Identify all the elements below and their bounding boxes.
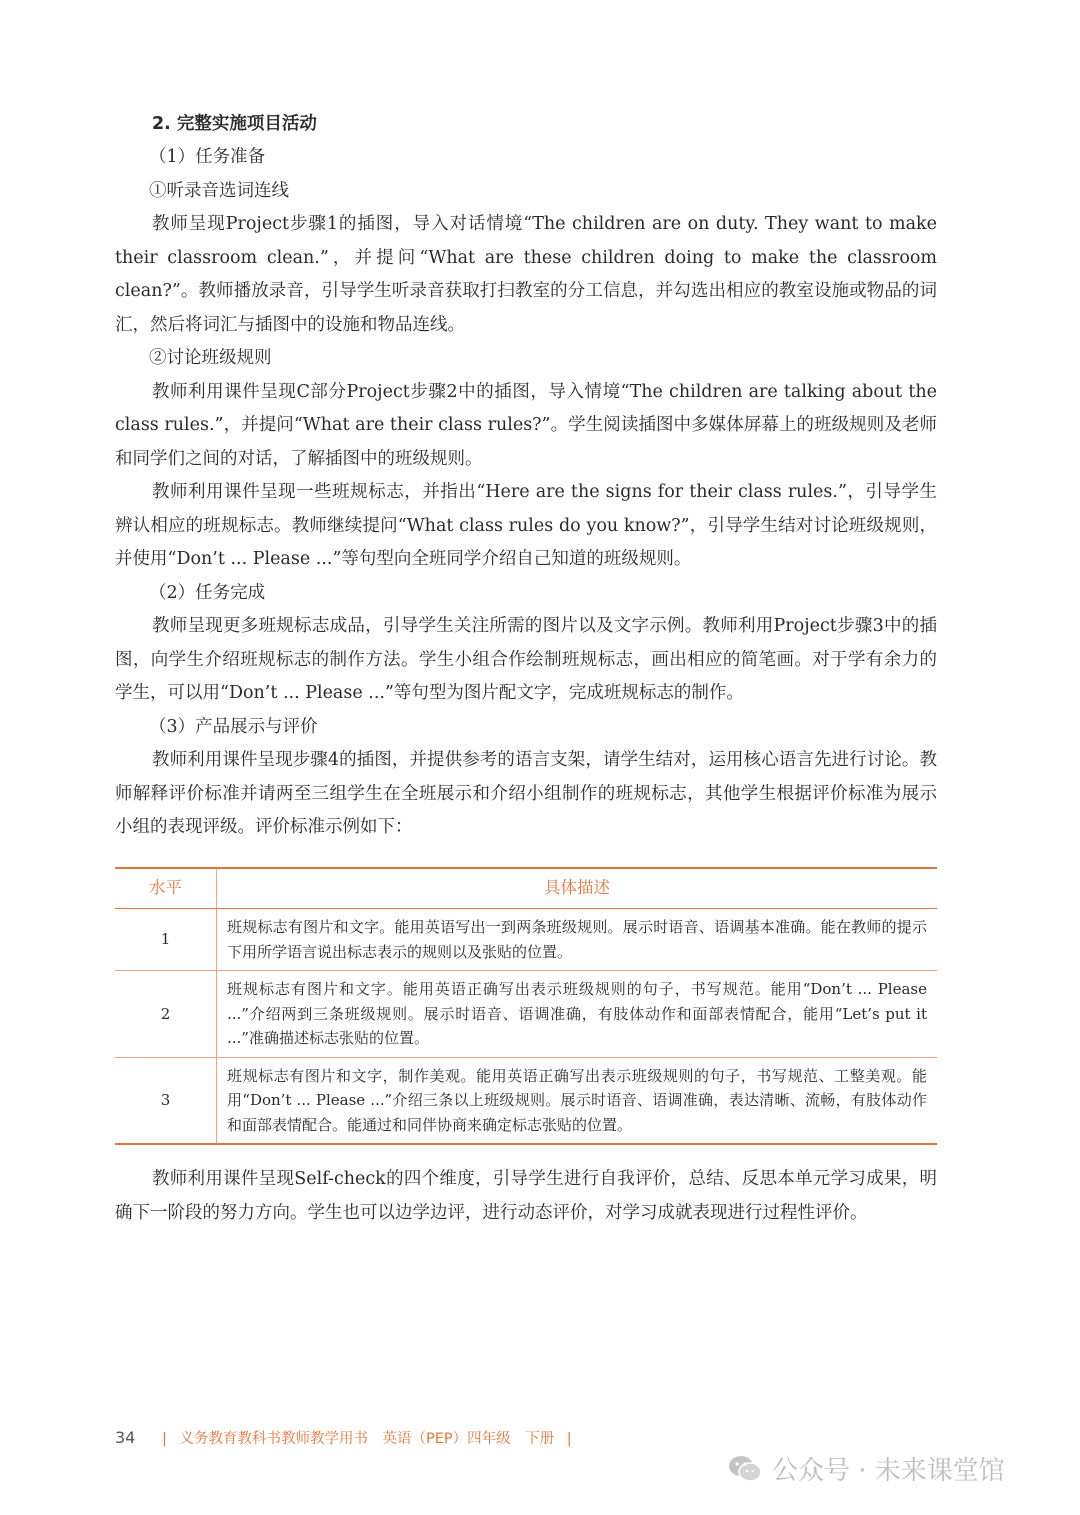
paragraph: 教师利用课件呈现Self-check的四个维度，引导学生进行自我评价，总结、反思本单元学习成果，明确下一阶段的努力方向。学生也可以边学边评，进行动态评价，对学习成就表现进行过程性评价。 bbox=[115, 1169, 937, 1223]
watermark-text: 公众号 · 未来课堂馆 bbox=[772, 1456, 1005, 1486]
evaluation-table bbox=[115, 867, 937, 1145]
footer-divider: | bbox=[161, 1431, 167, 1447]
table-row bbox=[115, 971, 937, 1058]
description-cell: 班规标志有图片和文字。能用英语正确写出表示班级规则的句子，书写规范。能用“Don’t ... Please ...”介绍两到三条班级规则。展示时语音、语调准确，有肢体动作和面部表情配合，能用“Let’s put it ...”准确描述标志张贴的位置。 bbox=[217, 971, 938, 1058]
header-description: 具体描述 bbox=[217, 868, 938, 909]
level-cell: 2 bbox=[115, 971, 217, 1058]
level-cell: 1 bbox=[115, 909, 217, 971]
closing-text bbox=[115, 1163, 937, 1230]
header-level: 水平 bbox=[115, 868, 217, 909]
step-title-1: ①听录音选词连线 bbox=[149, 180, 289, 201]
step-title-2: ②讨论班级规则 bbox=[149, 348, 272, 368]
page-footer bbox=[115, 1427, 580, 1448]
table-header-row bbox=[115, 868, 937, 909]
paragraph: 教师利用课件呈现一些班规标志，并指出“Here are the signs for their class rules.”，引导学生辨认相应的班规标志。教师继续提问“What class rules do you know?”，引导学生结对讨论班级规则，并使用“Don’t ... Please ...”等句型向全班同学介绍自己知道的班级规则。 bbox=[115, 482, 937, 569]
subsection-title-1: （1）任务准备 bbox=[149, 147, 266, 167]
book-title: 义务教育教科书教师教学用书 英语（PEP）四年级 下册 bbox=[179, 1431, 555, 1447]
paragraph: 教师呈现更多班规标志成品，引导学生关注所需的图片以及文字示例。教师利用Project步骤3中的插图，向学生介绍班规标志的制作方法。学生小组合作绘制班规标志，画出相应的简笔画。对于学有余力的学生，可以用“Don’t ... Please ...”等句型为图片配文字，完成班规标志的制作。 bbox=[115, 616, 937, 703]
paragraph: 教师利用课件呈现步骤4的插图，并提供参考的语言支架，请学生结对，运用核心语言先进行讨论。教师解释评价标准并请两至三组学生在全班展示和介绍小组制作的班规标志，其他学生根据评价标准为展示小组的表现评级。评价标准示例如下： bbox=[115, 750, 937, 837]
description-cell: 班规标志有图片和文字，制作美观。能用英语正确写出表示班级规则的句子，书写规范、工整美观。能用“Don’t ... Please ...”介绍三条以上班级规则。展示时语音、语调准确，表达清晰、流畅，有肢体动作和面部表情配合。能通过和同伴协商来确定标志张贴的位置。 bbox=[217, 1057, 938, 1144]
watermark bbox=[728, 1450, 1005, 1487]
footer-divider: | bbox=[566, 1431, 572, 1447]
subsection-title-3: （3）产品展示与评价 bbox=[149, 716, 318, 737]
level-cell: 3 bbox=[115, 1057, 217, 1144]
paragraph: 教师利用课件呈现C部分Project步骤2中的插图，导入情境“The children are talking about the class rules.”，并提问“What are their class rules?”。学生阅读插图中多媒体屏幕上的班级规则及老师和同学们之间的对话，了解插图中的班级规则。 bbox=[115, 381, 937, 469]
paragraph: 教师呈现Project步骤1的插图，导入对话情境“The children are on duty. They want to make their classroom clean.”，并提问“What are these children doing to make the classroom clean?”。教师播放录音，引导学生听录音获取打扫教室的分工信息，并勾选出相应的教室设施或物品的词汇，然后将词汇与插图中的设施和物品连线。 bbox=[115, 214, 937, 335]
page-number: 34 bbox=[115, 1428, 136, 1447]
subsection-title-2: （2）任务完成 bbox=[149, 582, 266, 603]
table-row bbox=[115, 1057, 937, 1144]
description-cell: 班规标志有图片和文字。能用英语写出一到两条班级规则。展示时语音、语调基本准确。能在教师的提示下用所学语言说出标志表示的规则以及张贴的位置。 bbox=[217, 909, 938, 971]
section-heading: 2. 完整实施项目活动 bbox=[152, 114, 317, 134]
main-text bbox=[115, 107, 937, 845]
table-row bbox=[115, 909, 937, 971]
wechat-icon bbox=[728, 1454, 762, 1484]
